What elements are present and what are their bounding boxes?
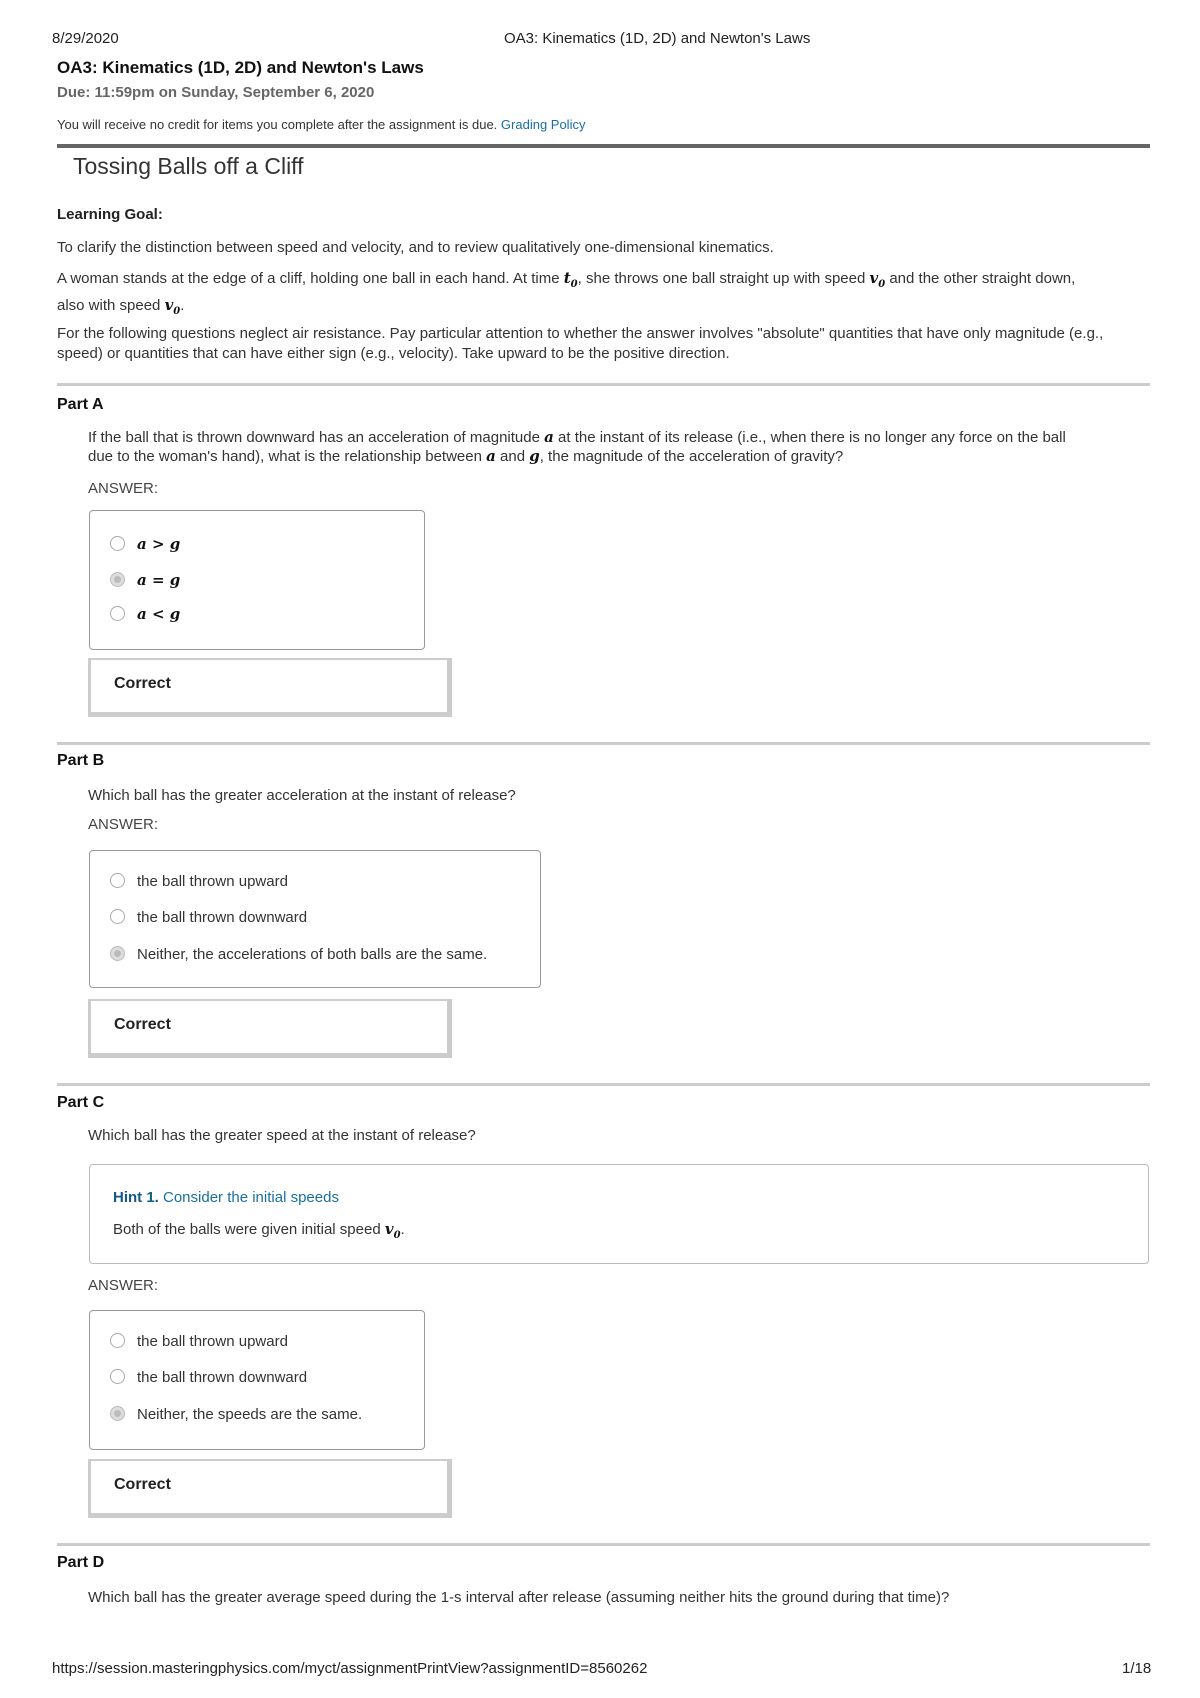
answer-label: ANSWER:	[88, 1277, 159, 1294]
part-a-question: If the ball that is thrown downward has an acceleration of magnitude a at the instant of its release (i.e., when there is no longer any force on the ball due to the woman's hand), what is the relationship between a and g, the magnitude of the acceleration of gravity?	[88, 428, 1066, 465]
part-a-label: Part A	[57, 396, 104, 413]
part-c-option[interactable]: Neither, the speeds are the same.	[110, 1406, 362, 1423]
grading-policy-link[interactable]: Grading Policy	[500, 117, 586, 132]
hint-text: Both of the balls were given initial speed $v_0$.	[113, 1220, 405, 1241]
radio-button-selected[interactable]	[110, 946, 125, 961]
learning-goal-label: Learning Goal:	[57, 206, 163, 223]
part-a-option[interactable]: a < g	[110, 605, 180, 623]
intro-text-3: and the other straight down,	[885, 270, 1076, 287]
part-divider	[57, 383, 1150, 386]
intro-text-1: A woman stands at the edge of a cliff, holding one ball in each hand. At time	[57, 270, 564, 287]
part-divider	[57, 1543, 1150, 1546]
part-b-answer-box	[89, 850, 541, 988]
part-d-question: Which ball has the greater average speed during the 1-s interval after release (assuming neither hits the ground during that time)?	[88, 1589, 950, 1606]
answer-label: ANSWER:	[88, 816, 159, 833]
part-a-result	[88, 658, 452, 717]
part-c-answer-box	[89, 1310, 425, 1450]
part-c-question: Which ball has the greater speed at the instant of release?	[88, 1127, 476, 1144]
result-label: Correct	[114, 1016, 171, 1033]
intro-text-5: .	[180, 297, 185, 314]
result-label: Correct	[114, 675, 171, 692]
part-c-option[interactable]: the ball thrown downward	[110, 1369, 307, 1386]
credit-note-text: You will receive no credit for items you complete after the assignment is due.	[57, 117, 498, 132]
part-a-answer-box	[89, 510, 425, 650]
result-label: Correct	[114, 1476, 171, 1493]
radio-button[interactable]	[110, 873, 125, 888]
part-d-label: Part D	[57, 1554, 105, 1571]
page-number: 1/18	[1122, 1660, 1152, 1677]
part-a-option[interactable]: a > g	[110, 535, 180, 553]
hint-title[interactable]: Hint 1. Consider the initial speeds	[113, 1189, 339, 1206]
intro-text-2: , she throws one ball straight up with speed	[577, 270, 870, 287]
math-g: g	[529, 447, 540, 465]
intro-paragraph	[57, 268, 1127, 322]
part-divider	[57, 1083, 1150, 1086]
learning-goal-text: To clarify the distinction between speed and velocity, and to review qualitatively one-dimensional kinematics.	[57, 239, 774, 256]
header-divider	[57, 144, 1150, 148]
math-a: a	[544, 428, 554, 446]
radio-button[interactable]	[110, 536, 125, 551]
part-b-option[interactable]: Neither, the accelerations of both balls are the same.	[110, 946, 487, 963]
math-v0: $v_0$	[384, 1220, 401, 1241]
radio-button-selected[interactable]	[110, 572, 125, 587]
part-b-option[interactable]: the ball thrown upward	[110, 873, 288, 890]
radio-button[interactable]	[110, 606, 125, 621]
part-b-question: Which ball has the greater acceleration at the instant of release?	[88, 787, 516, 804]
math-t0: $t_0$	[563, 269, 578, 290]
radio-button[interactable]	[110, 1333, 125, 1348]
answer-label: ANSWER:	[88, 480, 159, 497]
print-date: 8/29/2020	[52, 30, 119, 47]
due-date: Due: 11:59pm on Sunday, September 6, 2020	[57, 84, 375, 101]
part-c-label: Part C	[57, 1094, 105, 1111]
part-c-option[interactable]: the ball thrown upward	[110, 1333, 288, 1350]
math-v0: $v_0$	[869, 269, 886, 290]
part-b-label: Part B	[57, 752, 105, 769]
part-a-option[interactable]: a = g	[110, 571, 180, 589]
problem-title: Tossing Balls off a Cliff	[73, 153, 304, 179]
radio-button-selected[interactable]	[110, 1406, 125, 1421]
radio-button[interactable]	[110, 1369, 125, 1384]
instructions-paragraph: For the following questions neglect air resistance. Pay particular attention to whether the answer involves "absolute" quantities that have only magnitude (e.g., speed) or quantities that can have either sign (e.g., velocity). Take upward to be the positive direction.	[57, 325, 1104, 362]
intro-text-4: also with speed	[57, 297, 165, 314]
math-a: a	[486, 447, 496, 465]
credit-note	[57, 117, 585, 132]
part-b-result	[88, 999, 452, 1058]
part-divider	[57, 742, 1150, 745]
math-v0: $v_0$	[164, 296, 181, 317]
print-title: OA3: Kinematics (1D, 2D) and Newton's Laws	[504, 30, 811, 47]
print-url: https://session.masteringphysics.com/myct/assignmentPrintView?assignmentID=8560262	[52, 1660, 648, 1677]
hint-box	[89, 1164, 1149, 1264]
part-c-result	[88, 1459, 452, 1518]
part-b-option[interactable]: the ball thrown downward	[110, 909, 307, 926]
assignment-title: OA3: Kinematics (1D, 2D) and Newton's Laws	[57, 58, 424, 77]
radio-button[interactable]	[110, 909, 125, 924]
